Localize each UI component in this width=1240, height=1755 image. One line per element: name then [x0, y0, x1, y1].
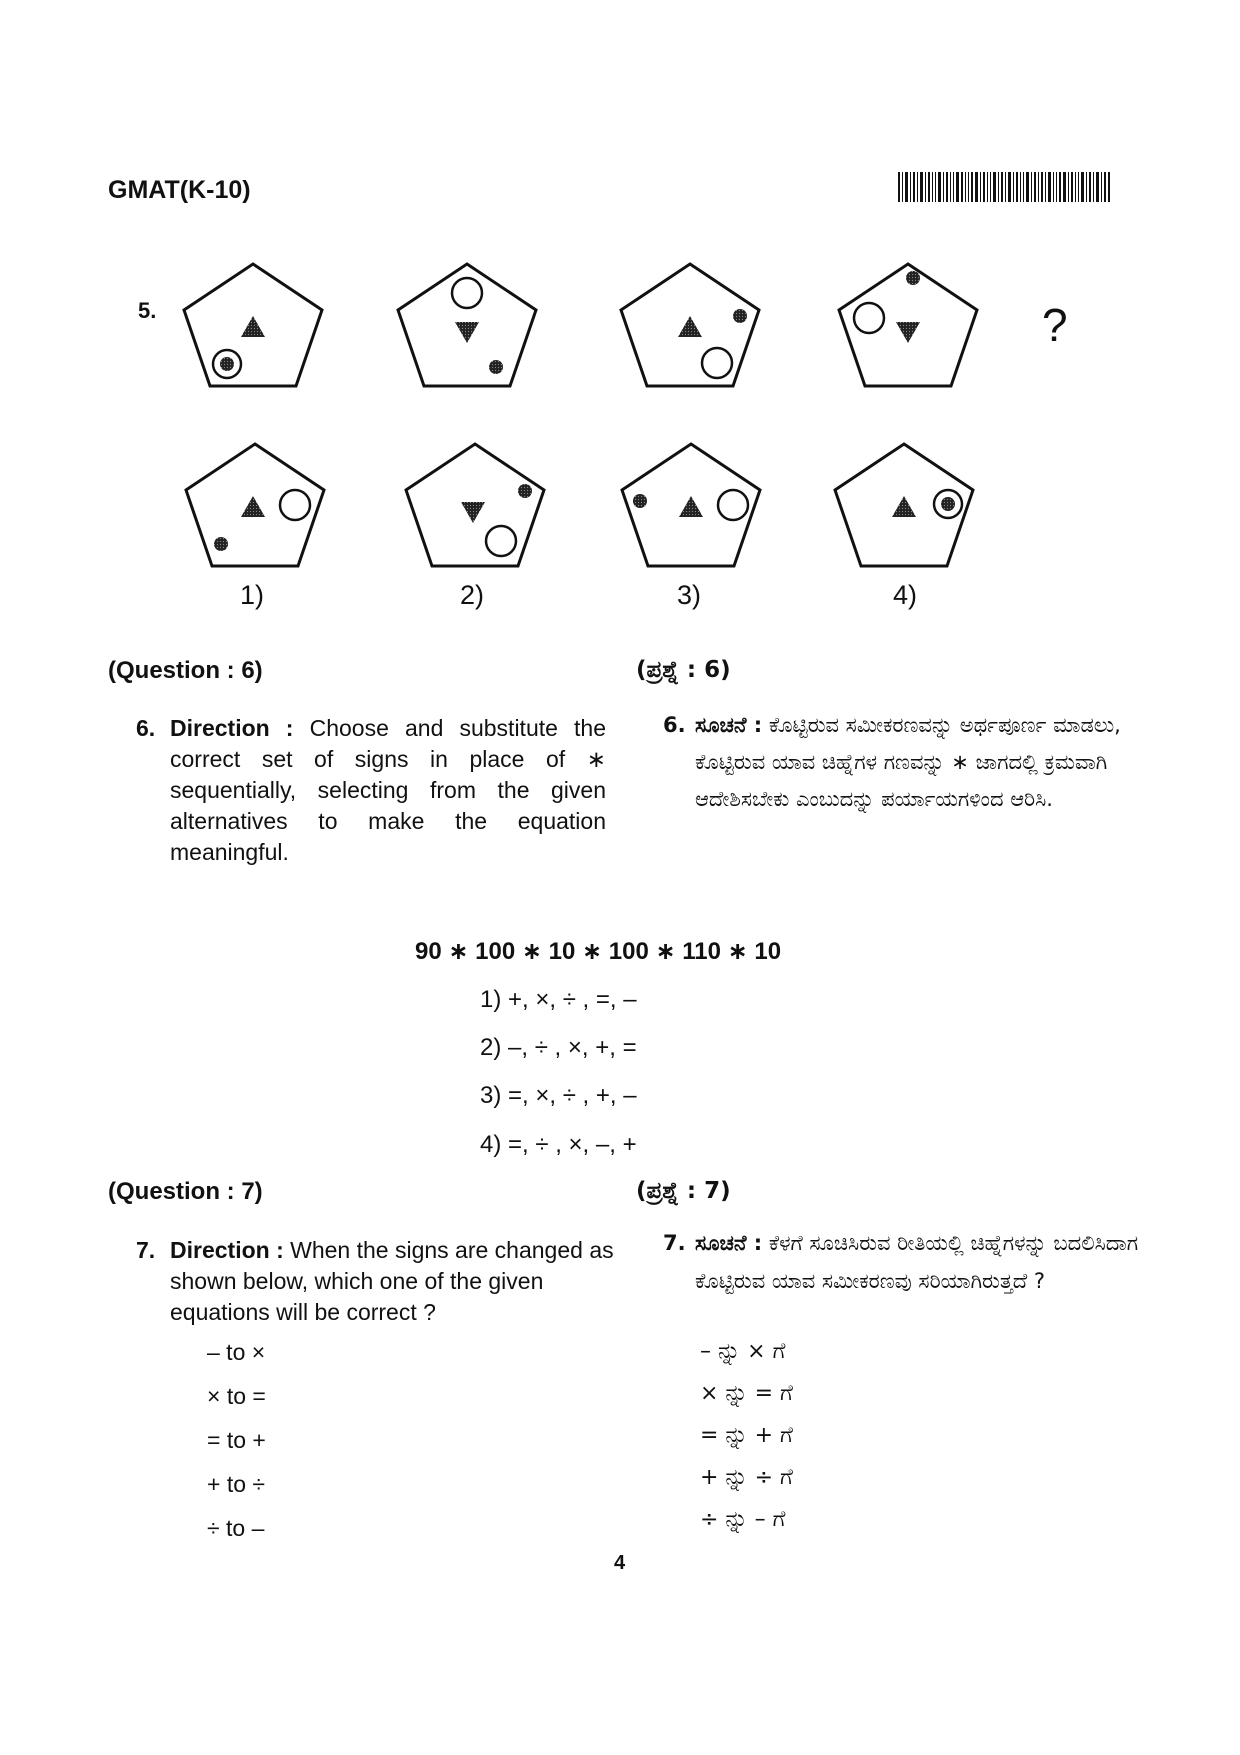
answer-figure-1: [186, 444, 324, 566]
substitution-en-3: = to +: [207, 1427, 266, 1453]
substitution-kn-5: ÷ ನ್ನು – ಗೆ: [700, 1507, 786, 1532]
q6-option-4[interactable]: 4) =, ÷ , ×, –, +: [480, 1131, 637, 1158]
substitution-en-2: × to =: [207, 1383, 266, 1409]
substitution-kn-4: + ನ್ನು ÷ ಗೆ: [700, 1465, 793, 1490]
q6-option-1[interactable]: 1) +, ×, ÷ , =, –: [480, 986, 637, 1013]
question-7-title-kn: (ಪ್ರಶ್ನೆ : 7): [636, 1178, 731, 1204]
question-7-number-kn: 7.: [663, 1231, 686, 1255]
substitution-en-5: ÷ to –: [207, 1515, 265, 1541]
direction-text-en: Choose and substitute the correct set of signs in place of ∗ sequentially, selecting from the given alternatives to make the equation meaningful.: [170, 715, 607, 865]
question-6-title-kn: (ಪ್ರಶ್ನೆ : 6): [636, 657, 731, 683]
answer-label-4[interactable]: 4): [893, 580, 918, 610]
sequence-figure-1: [184, 264, 322, 386]
question-7-direction-kn: [663, 1224, 1148, 1300]
question-6-direction-en: [136, 713, 606, 868]
q6-equation: 90 ∗ 100 ∗ 10 ∗ 100 ∗ 110 ∗ 10: [415, 938, 782, 965]
answer-figure-4: [835, 444, 973, 566]
answer-label-1[interactable]: 1): [240, 580, 265, 610]
answer-figure-2: [406, 444, 544, 566]
q6-option-3[interactable]: 3) =, ×, ÷ , +, –: [480, 1082, 637, 1109]
answer-label-2[interactable]: 2): [460, 580, 485, 610]
substitution-en-4: + to ÷: [207, 1471, 266, 1497]
direction-text-kn: ಕೊಟ್ಟಿರುವ ಸಮೀಕರಣವನ್ನು ಅರ್ಥಪೂರ್ಣ ಮಾಡಲು, ಕೊಟ್ಟಿರುವ ಯಾವ ಚಿಹ್ನೆಗಳ ಗಣವನ್ನು ∗ ಜಾಗದಲ್ಲಿ ಕ್ರಮವಾಗಿ ಆದೇಶಿಸಬೇಕು ಎಂಬುದನ್ನು ಪರ್ಯಾಯಗಳಿಂದ ಆರಿಸಿ.: [695, 713, 1121, 811]
question-7-direction-en: [136, 1235, 616, 1328]
direction-label-kn: ಸೂಚನೆ :: [695, 713, 763, 737]
substitution-kn-2: × ನ್ನು = ಗೆ: [700, 1381, 793, 1406]
question-6-number-kn: 6.: [663, 713, 686, 737]
question-5-number: 5.: [138, 298, 157, 323]
exam-code: GMAT(K-10): [108, 176, 251, 204]
sequence-figure-2: [398, 264, 536, 386]
question-6-number-en: 6.: [136, 715, 156, 741]
q5-unknown-mark: ?: [1042, 299, 1068, 351]
answer-label-3[interactable]: 3): [677, 580, 702, 610]
substitution-kn-1: – ನ್ನು × ಗೆ: [700, 1339, 786, 1364]
question-6-title-en: (Question : 6): [108, 657, 263, 684]
sequence-figure-3: [621, 264, 759, 386]
direction-label-en: Direction :: [170, 715, 294, 741]
direction-label-en: Direction :: [170, 1237, 284, 1263]
page-number: 4: [614, 1552, 626, 1574]
direction-text-kn: ಕೆಳಗೆ ಸೂಚಿಸಿರುವ ರೀತಿಯಲ್ಲಿ ಚಿಹ್ನೆಗಳನ್ನು ಬದಲಿಸಿದಾಗ ಕೊಟ್ಟಿರುವ ಯಾವ ಸಮೀಕರಣವು ಸರಿಯಾಗಿರುತ್ತದೆ ?: [695, 1231, 1139, 1293]
substitution-kn-3: = ನ್ನು + ಗೆ: [700, 1423, 793, 1448]
question-7-number-en: 7.: [136, 1237, 156, 1263]
direction-text-en: When the signs are changed as shown below, which one of the given equations will be correct ?: [170, 1237, 614, 1325]
direction-label-kn: ಸೂಚನೆ :: [695, 1231, 763, 1255]
sequence-figure-4: [839, 264, 977, 386]
substitution-en-1: – to ×: [207, 1339, 266, 1365]
answer-figure-3: [622, 444, 760, 566]
question-6-direction-kn: [663, 707, 1143, 818]
q6-option-2[interactable]: 2) –, ÷ , ×, +, =: [480, 1034, 637, 1061]
question-7-title-en: (Question : 7): [108, 1178, 263, 1205]
